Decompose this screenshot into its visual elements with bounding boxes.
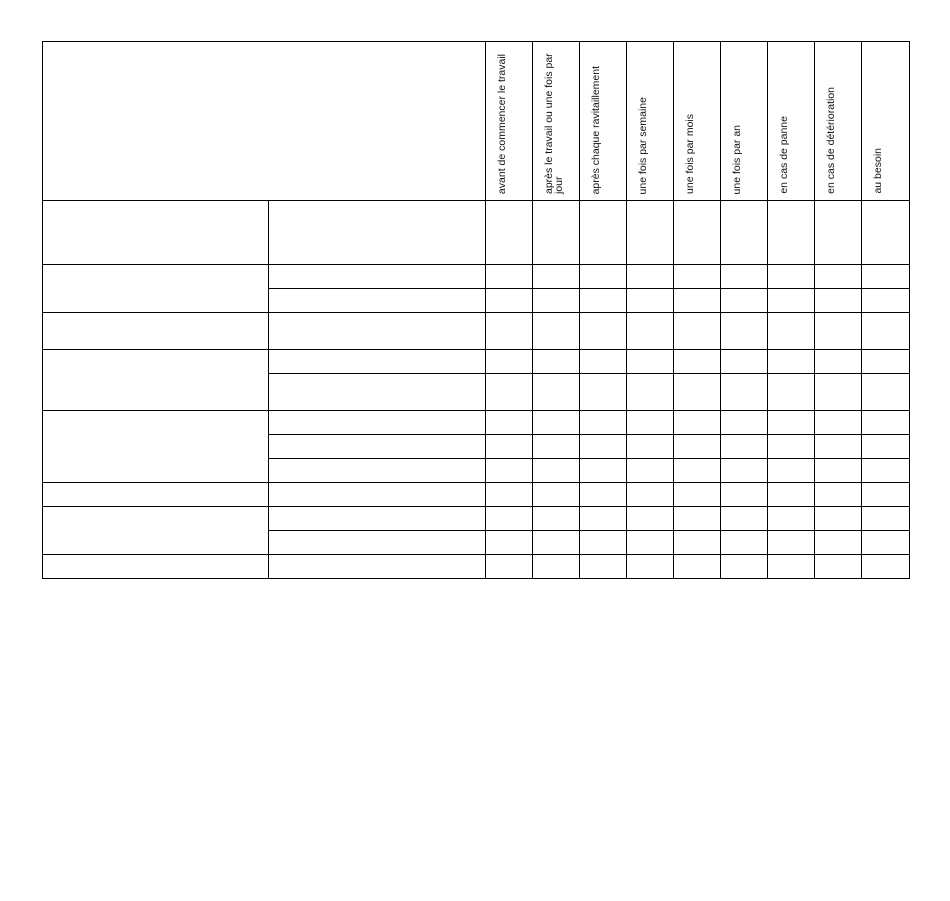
check-cell[interactable]: [768, 289, 815, 313]
check-cell[interactable]: [768, 265, 815, 289]
check-cell[interactable]: [533, 289, 580, 313]
check-cell[interactable]: [486, 555, 533, 579]
component-cell: [43, 265, 269, 313]
task-cell: [269, 435, 486, 459]
table-row: [43, 350, 910, 374]
check-cell[interactable]: [721, 459, 768, 483]
check-cell[interactable]: [815, 507, 862, 531]
check-cell[interactable]: [815, 459, 862, 483]
check-cell[interactable]: [815, 265, 862, 289]
check-cell[interactable]: [627, 555, 674, 579]
table-row: [43, 313, 910, 350]
check-cell[interactable]: [580, 201, 627, 265]
table-row: [43, 483, 910, 507]
check-cell[interactable]: [627, 313, 674, 350]
task-cell: [269, 531, 486, 555]
check-cell[interactable]: [815, 289, 862, 313]
check-cell[interactable]: [486, 435, 533, 459]
table-row: [43, 507, 910, 531]
task-cell: [269, 201, 486, 265]
check-cell[interactable]: [627, 350, 674, 374]
header-label-freq-8: en cas de détérioration: [825, 87, 837, 194]
check-cell[interactable]: [533, 435, 580, 459]
check-cell[interactable]: [815, 313, 862, 350]
check-cell[interactable]: [486, 289, 533, 313]
check-cell[interactable]: [768, 411, 815, 435]
check-cell[interactable]: [533, 374, 580, 411]
check-cell[interactable]: [768, 201, 815, 265]
header-cell-freq-9: [862, 42, 910, 201]
check-cell[interactable]: [768, 313, 815, 350]
check-cell[interactable]: [862, 555, 910, 579]
check-cell[interactable]: [768, 374, 815, 411]
check-cell[interactable]: [721, 374, 768, 411]
check-cell[interactable]: [627, 411, 674, 435]
check-cell[interactable]: [862, 265, 910, 289]
check-cell[interactable]: [486, 265, 533, 289]
check-cell[interactable]: [862, 459, 910, 483]
check-cell[interactable]: [721, 350, 768, 374]
header-blank-cell: [43, 42, 486, 201]
check-cell[interactable]: [533, 201, 580, 265]
check-cell[interactable]: [674, 531, 721, 555]
component-cell: [43, 411, 269, 483]
check-cell[interactable]: [768, 507, 815, 531]
header-cell-freq-3: [580, 42, 627, 201]
check-cell[interactable]: [674, 459, 721, 483]
check-cell[interactable]: [721, 531, 768, 555]
check-cell[interactable]: [721, 507, 768, 531]
check-cell[interactable]: [862, 350, 910, 374]
check-cell[interactable]: [533, 411, 580, 435]
check-cell[interactable]: [674, 483, 721, 507]
table-row: [43, 411, 910, 435]
check-cell[interactable]: [486, 350, 533, 374]
check-cell[interactable]: [486, 374, 533, 411]
check-cell[interactable]: [815, 374, 862, 411]
check-cell[interactable]: [486, 411, 533, 435]
component-cell: [43, 483, 269, 507]
check-cell[interactable]: [627, 531, 674, 555]
check-cell[interactable]: [533, 313, 580, 350]
check-cell[interactable]: [862, 483, 910, 507]
task-cell: [269, 350, 486, 374]
maintenance-schedule-table: [42, 41, 910, 579]
table-row: [43, 265, 910, 289]
check-cell[interactable]: [721, 289, 768, 313]
check-cell[interactable]: [486, 313, 533, 350]
check-cell[interactable]: [721, 201, 768, 265]
task-cell: [269, 459, 486, 483]
check-cell[interactable]: [486, 531, 533, 555]
header-cell-freq-2: [533, 42, 580, 201]
check-cell[interactable]: [580, 265, 627, 289]
check-cell[interactable]: [674, 435, 721, 459]
check-cell[interactable]: [815, 531, 862, 555]
check-cell[interactable]: [674, 555, 721, 579]
check-cell[interactable]: [721, 555, 768, 579]
check-cell[interactable]: [627, 265, 674, 289]
header-cell-freq-4: [627, 42, 674, 201]
check-cell[interactable]: [815, 350, 862, 374]
check-cell[interactable]: [768, 459, 815, 483]
check-cell[interactable]: [580, 289, 627, 313]
task-cell: [269, 265, 486, 289]
check-cell[interactable]: [674, 313, 721, 350]
check-cell[interactable]: [674, 265, 721, 289]
task-cell: [269, 507, 486, 531]
table-row: [43, 201, 910, 265]
check-cell[interactable]: [721, 313, 768, 350]
task-cell: [269, 483, 486, 507]
component-cell: [43, 507, 269, 555]
check-cell[interactable]: [627, 289, 674, 313]
check-cell[interactable]: [674, 350, 721, 374]
check-cell[interactable]: [815, 201, 862, 265]
check-cell[interactable]: [815, 411, 862, 435]
check-cell[interactable]: [627, 435, 674, 459]
check-cell[interactable]: [768, 555, 815, 579]
check-cell[interactable]: [815, 435, 862, 459]
check-cell[interactable]: [533, 555, 580, 579]
task-cell: [269, 411, 486, 435]
check-cell[interactable]: [721, 265, 768, 289]
check-cell[interactable]: [768, 531, 815, 555]
header-label-freq-9: au besoin: [872, 148, 884, 194]
check-cell[interactable]: [674, 507, 721, 531]
check-cell[interactable]: [862, 435, 910, 459]
check-cell[interactable]: [674, 411, 721, 435]
check-cell[interactable]: [580, 374, 627, 411]
check-cell[interactable]: [580, 435, 627, 459]
check-cell[interactable]: [862, 374, 910, 411]
check-cell[interactable]: [721, 483, 768, 507]
component-cell: [43, 555, 269, 579]
check-cell[interactable]: [580, 459, 627, 483]
task-cell: [269, 374, 486, 411]
check-cell[interactable]: [627, 483, 674, 507]
task-cell: [269, 313, 486, 350]
check-cell[interactable]: [580, 411, 627, 435]
header-cell-freq-8: [815, 42, 862, 201]
check-cell[interactable]: [862, 313, 910, 350]
check-cell[interactable]: [674, 201, 721, 265]
check-cell[interactable]: [486, 483, 533, 507]
check-cell[interactable]: [862, 411, 910, 435]
check-cell[interactable]: [533, 531, 580, 555]
check-cell[interactable]: [580, 483, 627, 507]
check-cell[interactable]: [580, 531, 627, 555]
task-cell: [269, 289, 486, 313]
header-cell-freq-6: [721, 42, 768, 201]
check-cell[interactable]: [580, 350, 627, 374]
check-cell[interactable]: [627, 201, 674, 265]
check-cell[interactable]: [486, 201, 533, 265]
check-cell[interactable]: [533, 350, 580, 374]
check-cell[interactable]: [627, 507, 674, 531]
check-cell[interactable]: [486, 459, 533, 483]
check-cell[interactable]: [862, 289, 910, 313]
header-cell-freq-7: [768, 42, 815, 201]
check-cell[interactable]: [862, 531, 910, 555]
header-cell-freq-1: [486, 42, 533, 201]
check-cell[interactable]: [721, 435, 768, 459]
header-label-freq-3: après chaque ravitaillement: [590, 65, 602, 194]
check-cell[interactable]: [533, 483, 580, 507]
check-cell[interactable]: [533, 507, 580, 531]
table-row: [43, 555, 910, 579]
check-cell[interactable]: [627, 374, 674, 411]
check-cell[interactable]: [580, 313, 627, 350]
check-cell[interactable]: [580, 555, 627, 579]
check-cell[interactable]: [768, 435, 815, 459]
check-cell[interactable]: [862, 201, 910, 265]
check-cell[interactable]: [533, 265, 580, 289]
check-cell[interactable]: [533, 459, 580, 483]
check-cell[interactable]: [580, 507, 627, 531]
check-cell[interactable]: [486, 507, 533, 531]
check-cell[interactable]: [627, 459, 674, 483]
task-cell: [269, 555, 486, 579]
header-label-freq-6: une fois par an: [731, 124, 743, 194]
header-label-freq-7: en cas de panne: [778, 116, 790, 194]
header-row: [43, 42, 910, 201]
component-cell: [43, 201, 269, 265]
check-cell[interactable]: [674, 374, 721, 411]
check-cell[interactable]: [815, 483, 862, 507]
check-cell[interactable]: [674, 289, 721, 313]
header-label-freq-2: après le travail ou une fois par jour: [543, 53, 565, 194]
header-label-freq-5: une fois par mois: [684, 114, 696, 194]
check-cell[interactable]: [862, 507, 910, 531]
check-cell[interactable]: [768, 350, 815, 374]
header-label-freq-1: avant de commencer le travail: [496, 53, 508, 194]
check-cell[interactable]: [768, 483, 815, 507]
component-cell: [43, 313, 269, 350]
header-label-freq-4: une fois par semaine: [637, 96, 649, 194]
header-cell-freq-5: [674, 42, 721, 201]
component-cell: [43, 350, 269, 411]
check-cell[interactable]: [721, 411, 768, 435]
check-cell[interactable]: [815, 555, 862, 579]
